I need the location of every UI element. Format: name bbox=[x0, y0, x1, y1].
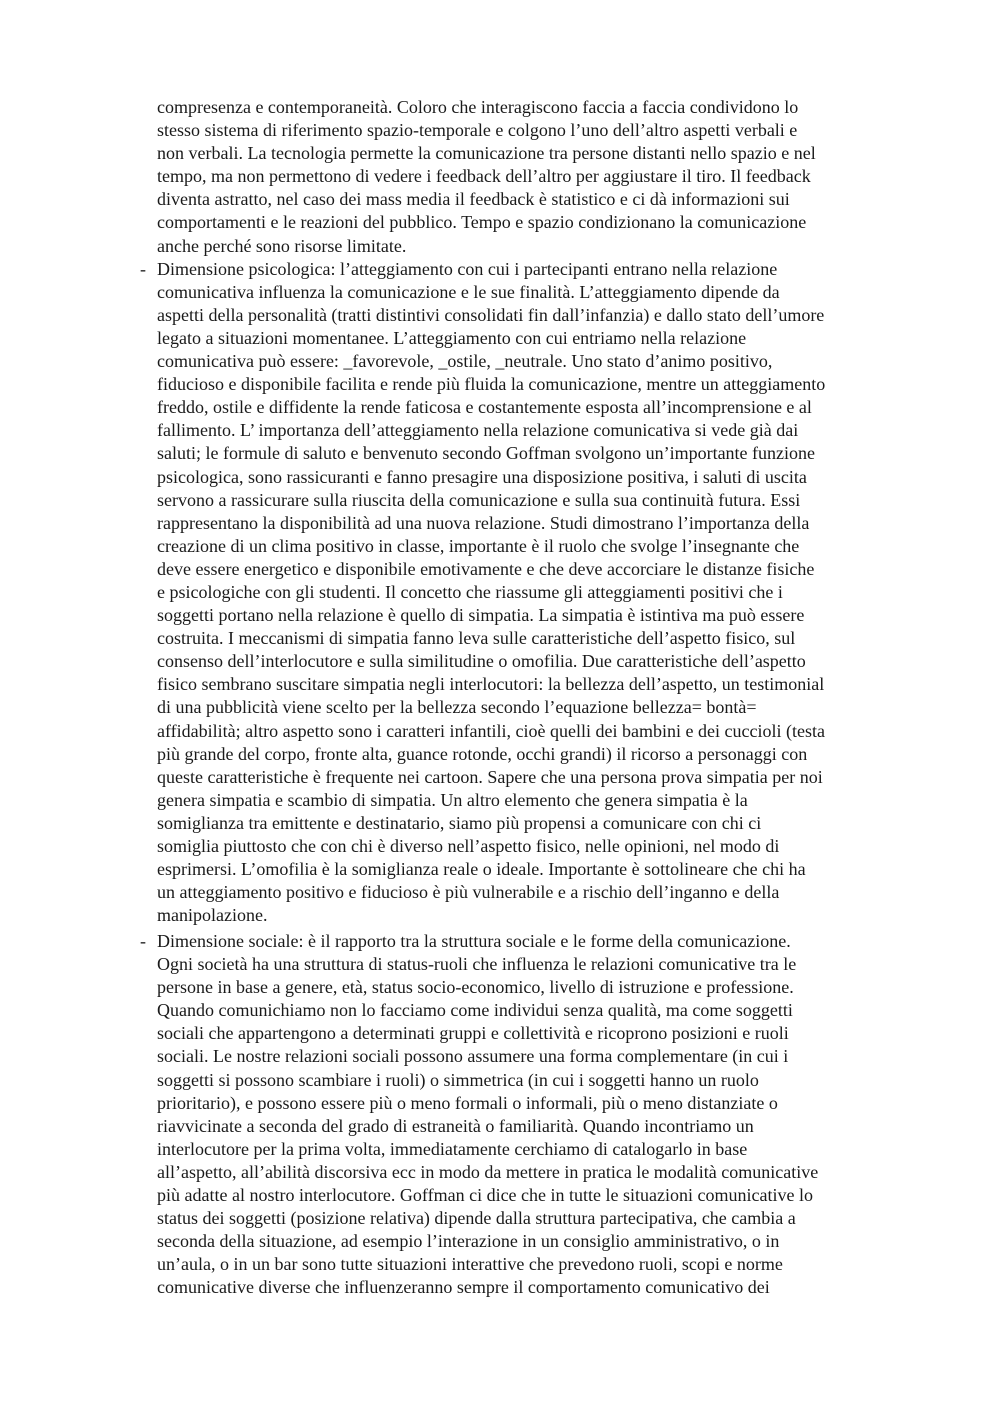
text-line: Ogni società ha una struttura di status-ruoli che influenza le relazioni comunicative tra le bbox=[157, 954, 797, 975]
text-line: anche perché sono risorse limitate. bbox=[157, 235, 407, 256]
text-line: non verbali. La tecnologia permette la comunicazione tra persone distanti nello spazio e nel bbox=[157, 143, 816, 164]
text-line: Dimensione sociale: è il rapporto tra la struttura sociale e le forme della comunicazione. bbox=[157, 931, 791, 951]
text-line: stesso sistema di riferimento spazio-temporale e colgono l’uno dell’altro aspetti verbali e bbox=[157, 120, 798, 141]
text-line: esprimersi. L’omofilia è la somiglianza reale o ideale. Importante è sottolineare che chi ha bbox=[157, 859, 806, 880]
text-line: creazione di un clima positivo in classe, importante è il ruolo che svolge l’insegnante che bbox=[157, 535, 800, 556]
text-line: sociali. Le nostre relazioni sociali possono assumere una forma complementare (in cui i bbox=[157, 1046, 789, 1067]
text-line: consenso dell’interlocutore e sulla similitudine o omofilia. Due caratteristiche dell’aspetto bbox=[157, 651, 806, 672]
text-line: psicologica, sono rassicuranti e fanno presagire una disposizione positiva, i saluti di uscita bbox=[157, 466, 807, 487]
text-line: soggetti si possono scambiare i ruoli) o simmetrica (in cui i soggetti hanno un ruolo bbox=[157, 1069, 759, 1090]
text-line: comunicative diverse che influenzeranno sempre il comportamento comunicativo dei bbox=[157, 1277, 770, 1298]
text-line: fallimento. L’ importanza dell’atteggiamento nella relazione comunicativa si vede già dai bbox=[157, 420, 799, 441]
text-line: interlocutore per la prima volta, immediatamente cerchiamo di catalogarlo in base bbox=[157, 1138, 748, 1159]
text-line: fiducioso e disponibile facilita e rende più fluida la comunicazione, mentre un atteggiamento bbox=[157, 374, 826, 395]
text-line: freddo, ostile e diffidente la rende faticosa e costantemente esposta all’incomprensione e al bbox=[157, 397, 812, 418]
text-line: prioritario), e possono essere più o meno formali o informali, più o meno distanziate o bbox=[157, 1092, 778, 1113]
text-line: più grande del corpo, fronte alta, guance rotonde, occhi grandi) il ricorso a personaggi con bbox=[157, 743, 808, 764]
text-line: queste caratteristiche è frequente nei cartoon. Sapere che una persona prova simpatia per noi bbox=[157, 766, 823, 787]
text-line: somiglia piuttosto che con chi è diverso nell’aspetto fisico, nelle opinioni, nel modo di bbox=[157, 836, 780, 857]
text-line: tempo, ma non permettono di vedere i feedback dell’altro per aggiustare il tiro. Il feedback bbox=[157, 166, 811, 187]
text-line: saluti; le formule di saluto e benvenuto secondo Goffman svolgono un’importante funzione bbox=[157, 443, 816, 464]
text-line: diventa astratto, nel caso dei mass media il feedback è statistico e ci dà informazioni sui bbox=[157, 189, 790, 210]
text-line: all’aspetto, all’abilità discorsiva ecc in modo da mettere in pratica le modalità comunicative bbox=[157, 1161, 819, 1182]
text-line: un atteggiamento positivo e fiducioso è più vulnerabile e a rischio dell’inganno e della bbox=[157, 882, 780, 903]
text-line: seconda della situazione, ad esempio l’interazione in un consiglio amministrativo, o in bbox=[157, 1231, 780, 1252]
text-line: di una pubblicità viene scelto per la bellezza secondo l’equazione bellezza= bontà= bbox=[157, 697, 757, 718]
text-line: e psicologiche con gli studenti. Il concetto che riassume gli atteggiamenti positivi che i bbox=[157, 582, 783, 602]
text-line: manipolazione. bbox=[157, 905, 268, 926]
text-line: status dei soggetti (posizione relativa) dipende dalla struttura partecipativa, che cambia a bbox=[157, 1208, 796, 1229]
text-line: riavvicinate a seconda del grado di estraneità o familiarità. Quando incontriamo un bbox=[157, 1115, 754, 1136]
text-line: un’aula, o in un bar sono tutte situazioni interattive che prevedono ruoli, scopi e norme bbox=[157, 1254, 783, 1275]
text-line: comunicativa influenza la comunicazione e le sue finalità. L’atteggiamento dipende da bbox=[157, 281, 780, 302]
text-line: sociali che appartengono a determinati gruppi e collettività e ricoprono posizioni e ruoli bbox=[157, 1023, 789, 1044]
list-bullet: - bbox=[140, 258, 146, 279]
text-line: affidabilità; altro aspetto sono i caratteri infantili, cioè quelli dei bambini e dei cuccioli (testa bbox=[157, 720, 825, 741]
text-line: persone in base a genere, età, status socio-economico, livello di istruzione e professione. bbox=[157, 977, 794, 998]
text-line: deve essere energetico e disponibile emotivamente e che deve accorciare le distanze fisiche bbox=[157, 558, 815, 579]
text-line: comunicativa può essere: _favorevole, _ostile, _neutrale. Uno stato d’animo positivo, bbox=[157, 351, 773, 372]
text-line: fisico sembrano suscitare simpatia negli interlocutori: la bellezza dell’aspetto, un testimonial bbox=[157, 674, 825, 695]
text-line: soggetti portano nella relazione è quello di simpatia. La simpatia è istintiva ma può essere bbox=[157, 605, 805, 626]
list-bullet: - bbox=[140, 931, 146, 951]
paragraph-psychological-dimension bbox=[157, 258, 917, 928]
text-line: comportamenti e le reazioni del pubblico. Tempo e spazio condizionano la comunicazione bbox=[157, 212, 807, 233]
text-line: servono a rassicurare sulla riuscita della comunicazione e sulla sua continuità futura. Essi bbox=[157, 489, 801, 510]
text-line: Quando comunichiamo non lo facciamo come individui senza qualità, ma come soggetti bbox=[157, 1000, 793, 1021]
text-line: costruita. I meccanismi di simpatia fanno leva sulle caratteristiche dell’aspetto fisico, sul bbox=[157, 628, 796, 649]
text-line: somiglianza tra emittente e destinatario, siamo più propensi a comunicare con chi ci bbox=[157, 812, 762, 833]
paragraph-spatio-temporal bbox=[157, 96, 917, 258]
text-line: Dimensione psicologica: l’atteggiamento con cui i partecipanti entrano nella relazione bbox=[157, 258, 778, 279]
text-line: compresenza e contemporaneità. Coloro che interagiscono faccia a faccia condividono lo bbox=[157, 97, 799, 117]
text-line: più adatte al nostro interlocutore. Goffman ci dice che in tutte le situazioni comunicative lo bbox=[157, 1185, 813, 1206]
text-line: legato a situazioni momentanee. L’atteggiamento con cui entriamo nella relazione bbox=[157, 327, 747, 348]
text-line: genera simpatia e scambio di simpatia. Un altro elemento che genera simpatia è la bbox=[157, 789, 748, 810]
paragraph-social-dimension bbox=[157, 930, 917, 1300]
text-line: aspetti della personalità (tratti distintivi consolidati fin dall’infanzia) e dallo stato dell’umore bbox=[157, 304, 825, 325]
text-line: rappresentano la disponibilità ad una nuova relazione. Studi dimostrano l’importanza della bbox=[157, 512, 810, 533]
